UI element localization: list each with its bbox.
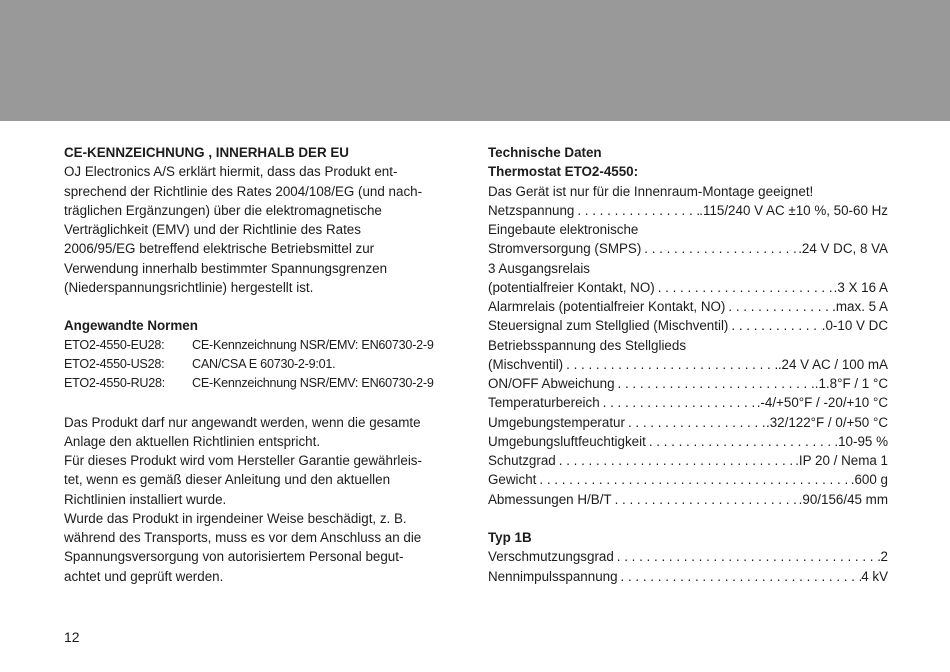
spec-row-schutzgrad	[488, 451, 888, 470]
spec-value: .32/122°F / 0/+50 °C	[766, 414, 888, 430]
spec-value: .0-10 V DC	[821, 318, 888, 334]
norm-code: ETO2-4550-RU28:	[64, 376, 166, 390]
spec-label: (Mischventil)	[488, 356, 564, 372]
spec-row-smps	[488, 239, 888, 258]
dot-leader	[574, 201, 699, 220]
dot-leader	[536, 470, 850, 489]
spec-value: 2	[880, 549, 888, 565]
spec-row-nennimpulsspannung	[488, 567, 888, 586]
closing-line: Das Produkt darf nur angewandt werden, wenn die gesamte	[64, 414, 421, 430]
closing-line: Wurde das Produkt in irgendeiner Weise beschädigt, z. B.	[64, 510, 407, 526]
norm-code: ETO2-4550-US28:	[64, 356, 165, 371]
spec-row-abmessungen	[488, 490, 888, 509]
spec-label: Nennimpulsspannung	[488, 568, 618, 584]
dot-leader	[625, 413, 766, 432]
spec-label: Verschmutzungsgrad	[488, 549, 614, 565]
spec-value: .115/240 V AC ±10 %, 50-60 Hz	[699, 202, 888, 218]
dot-leader	[725, 297, 832, 316]
dot-leader	[618, 567, 862, 586]
spec-label-line: Betriebsspannung des Stellglieds	[488, 337, 687, 353]
technical-data-column	[488, 143, 888, 586]
norm-standard: CE-Kennzeichnung NSR/EMV: EN60730-2-9	[192, 376, 434, 390]
ce-marking-column	[64, 143, 466, 586]
spec-label: Umgebungstemperatur	[488, 414, 625, 430]
spec-label: Temperaturbereich	[488, 395, 600, 411]
spec-label: Umgebungsluftfeuchtigkeit	[488, 433, 646, 449]
closing-line: während des Transports, muss es vor dem Anschluss an die	[64, 530, 422, 545]
spec-label: ON/OFF Abweichung	[488, 376, 615, 391]
spec-label: Stromversorgung (SMPS)	[488, 241, 642, 257]
spec-label: Netzspannung	[488, 202, 575, 218]
dot-leader	[614, 547, 881, 566]
tech-subheading: Thermostat ETO2-4550:	[488, 164, 639, 180]
spec-row-betriebsspannung	[488, 355, 888, 374]
spec-row-verschmutzungsgrad	[488, 547, 888, 566]
spec-value: .10-95 %	[834, 433, 888, 449]
spec-value: .max. 5 A	[832, 299, 888, 314]
spec-row-steuersignal	[488, 316, 888, 335]
spec-row-gewicht	[488, 470, 888, 489]
spec-row-temperaturbereich	[488, 393, 888, 412]
spec-label: Steuersignal zum Stellglied (Mischventil)	[488, 318, 729, 334]
spacer	[64, 393, 466, 412]
norm-code: ETO2-4550-EU28:	[64, 337, 165, 352]
spec-label: Alarmrelais (potentialfreier Kontakt, NO)	[488, 299, 726, 314]
norms-heading: Angewandte Normen	[64, 318, 198, 334]
spec-value: .1.8°F / 1 °C	[814, 376, 888, 391]
spec-label: Schutzgrad	[488, 453, 556, 468]
spec-row-umgebungstemperatur	[488, 413, 888, 432]
closing-line: Spannungsversorgung von autorisiertem Personal begut-	[64, 549, 404, 565]
ce-intro-line: 2006/95/EG betreffend elektrische Betriebsmittel zur	[64, 241, 375, 257]
page-number: 12	[64, 629, 80, 645]
dot-leader	[600, 393, 757, 412]
norm-row	[64, 355, 466, 374]
spec-value: .IP 20 / Nema 1	[795, 453, 888, 468]
spec-value: .24 V DC, 8 VA	[798, 241, 888, 257]
spacer	[488, 509, 888, 528]
spec-label-line: Eingebaute elektronische	[488, 222, 639, 237]
typ-heading: Typ 1B	[488, 530, 532, 545]
spec-label: Abmessungen H/B/T	[488, 491, 612, 507]
spec-label-line: 3 Ausgangsrelais	[488, 260, 590, 276]
header-band	[0, 0, 950, 121]
spec-value: 4 kV	[861, 568, 888, 584]
norm-row	[64, 336, 466, 355]
spec-row-relais	[488, 278, 888, 297]
dot-leader	[615, 374, 815, 393]
spec-label: (potentialfreier Kontakt, NO)	[488, 279, 655, 295]
spec-row-alarmrelais	[488, 297, 888, 316]
ce-intro-line: OJ Electronics A/S erklärt hiermit, dass das Produkt ent-	[64, 164, 398, 180]
dot-leader	[563, 355, 778, 374]
spec-value: .24 V AC / 100 mA	[777, 356, 888, 372]
dot-leader	[612, 490, 799, 509]
tech-heading: Technische Daten	[488, 145, 602, 160]
spec-row-netzspannung	[488, 201, 888, 220]
dot-leader	[728, 316, 821, 335]
indoor-note: Das Gerät ist nur für die Innenraum-Montage geeignet!	[488, 183, 814, 199]
ce-intro-line: Verträglichkeit (EMV) und der Richtlinie des Rates	[64, 222, 361, 237]
closing-line: Anlage den aktuellen Richtlinien entspricht.	[64, 433, 321, 449]
norm-standard: CE-Kennzeichnung NSR/EMV: EN60730-2-9	[192, 337, 434, 352]
closing-line: achtet und geprüft werden.	[64, 568, 224, 584]
closing-line: Richtlinien installiert wurde.	[64, 491, 227, 507]
spec-value: .600 g	[850, 472, 888, 488]
ce-heading: CE-KENNZEICHNUNG , INNERHALB DER EU	[64, 145, 349, 160]
spec-label: Gewicht	[488, 472, 537, 488]
spec-value: .3 X 16 A	[833, 279, 888, 295]
spacer	[64, 297, 466, 316]
spec-row-luftfeuchtigkeit	[488, 432, 888, 451]
dot-leader	[556, 451, 795, 470]
spec-value: .-4/+50°F / -20/+10 °C	[756, 395, 888, 411]
norm-row	[64, 374, 466, 393]
ce-intro-line: sprechend der Richtlinie des Rates 2004/108/EG (und nach-	[64, 183, 423, 199]
dot-leader	[655, 278, 834, 297]
ce-intro-line: (Niederspannungsrichtlinie) hergestellt ist.	[64, 279, 314, 295]
dot-leader	[646, 432, 835, 451]
closing-line: Für dieses Produkt wird vom Hersteller Garantie gewährleis-	[64, 453, 422, 468]
ce-intro-line: träglichen Ergänzungen) über die elektromagnetische	[64, 202, 382, 218]
spec-value: .90/156/45 mm	[798, 491, 888, 507]
dot-leader	[641, 239, 798, 258]
ce-intro-line: Verwendung innerhalb bestimmter Spannungsgrenzen	[64, 260, 388, 276]
closing-line: tet, wenn es gemäß dieser Anleitung und den aktuellen	[64, 472, 391, 488]
norm-standard: CAN/CSA E 60730-2-9:01.	[192, 356, 336, 371]
spec-row-onoff	[488, 374, 888, 393]
